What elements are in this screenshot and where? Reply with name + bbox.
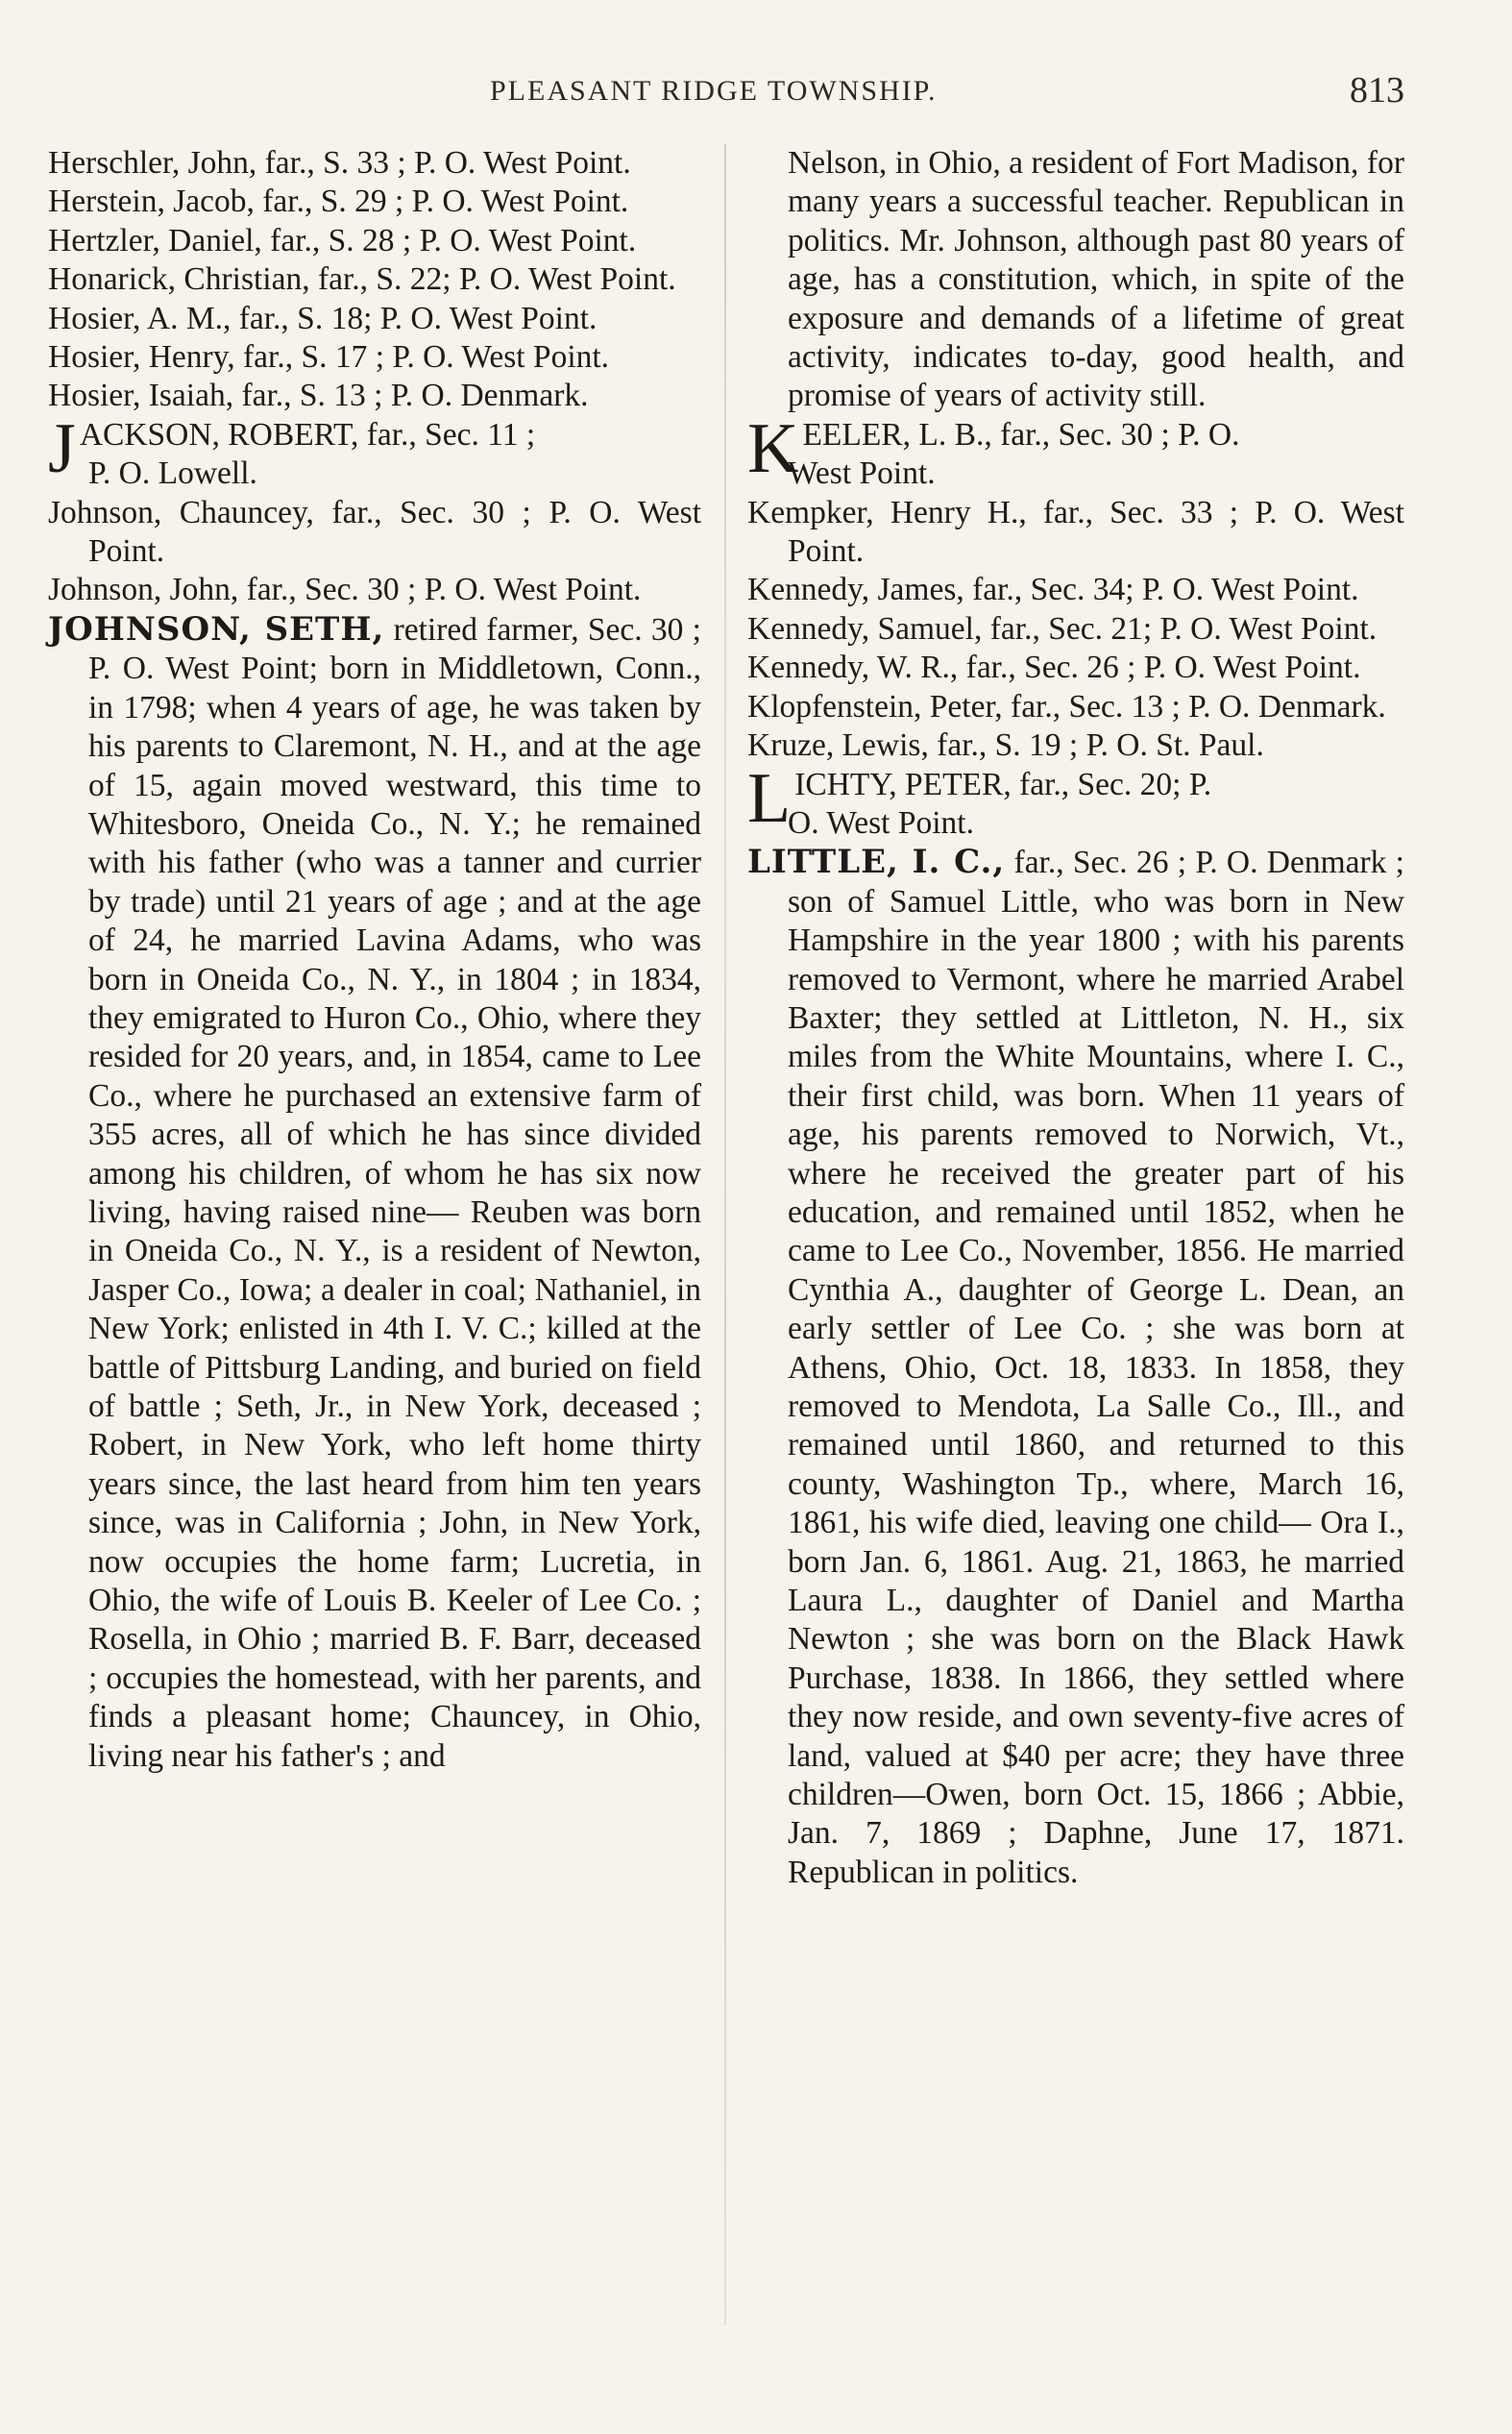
drop-cap-letter: J bbox=[48, 408, 76, 488]
right-column bbox=[747, 144, 1404, 1892]
entry-first-line: EELER, L. B., far., Sec. 30 ; P. O. bbox=[802, 416, 1240, 453]
biography-continuation: Nelson, in Ohio, a resident of Fort Madison, for many years a successful teacher. Republican in politics. Mr. Johnson, although past 80 years of age, has a constitution, which, in spite of the exposure and demands of a lifetime of great activity, indicates to-day, good health, and promise of years of activity still. bbox=[788, 145, 1404, 414]
biography-entry bbox=[747, 843, 1404, 1892]
page-number: 813 bbox=[1350, 70, 1404, 111]
section-entry-l bbox=[747, 758, 1404, 844]
directory-entry: Kennedy, James, far., Sec. 34; P. O. West Point. bbox=[747, 572, 1359, 608]
biography-name: LITTLE, I. C., bbox=[747, 843, 1006, 882]
directory-entry: Johnson, Chauncey, far., Sec. 30 ; P. O. West Point. bbox=[48, 494, 701, 570]
entry-first-line: ICHTY, PETER, far., Sec. 20; P. bbox=[794, 766, 1212, 802]
directory-entry: Hertzler, Daniel, far., S. 28 ; P. O. West Point. bbox=[48, 222, 637, 258]
directory-entry: Klopfenstein, Peter, far., Sec. 13 ; P. O. Denmark. bbox=[747, 688, 1386, 725]
biography-text: retired farmer, Sec. 30 ; P. O. West Point; born in Middletown, Conn., in 1798; when 4 years of age, he was taken by his parents to Claremont, N. H., and at the age of 15, again moved westward, this time to Whitesboro, Oneida Co., N. Y.; he remained with his father (who was a tanner and currier by trade) until 21 years of age ; and at the age of 24, he married Lavina Adams, who was born in Oneida Co., N. Y., in 1804 ; in 1834, they emigrated to Huron Co., Ohio, where they resided for 20 years, and, in 1854, came to Lee Co., where he purchased an extensive farm of 355 acres, all of which he has since divided among his children, of whom he has six now living, having raised nine— Reuben was born in Oneida Co., N. Y., is a resident of Newton, Jasper Co., Iowa; a dealer in coal; Nathaniel, in New York; enlisted in 4th I. V. C.; killed at the battle of Pittsburg Landing, and buried on field of battle ; Seth, Jr., in New York, deceased ; Robert, in New York, who left home thirty years since, the last heard from him ten years since, was in California ; John, in New York, now occupies the home farm; Lucretia, in Ohio, the wife of Louis B. Keeler of Lee Co. ; Rosella, in Ohio ; married B. F. Barr, deceased ; occupies the homestead, with her parents, and finds a pleasant home; Chauncey, in Ohio, living near his father's ; and bbox=[88, 611, 701, 1774]
directory-entry: Honarick, Christian, far., S. 22; P. O. West Point. bbox=[48, 261, 676, 298]
directory-entry: Johnson, John, far., Sec. 30 ; P. O. West Point. bbox=[48, 572, 642, 608]
directory-entry: Kempker, Henry H., far., Sec. 33 ; P. O. West Point. bbox=[747, 494, 1404, 570]
directory-entry: Hosier, Henry, far., S. 17 ; P. O. West Point. bbox=[48, 339, 610, 376]
column-rule bbox=[724, 144, 726, 2325]
directory-entry: Kennedy, Samuel, far., Sec. 21; P. O. West Point. bbox=[747, 610, 1378, 647]
directory-entry: Hosier, Isaiah, far., S. 13 ; P. O. Denmark. bbox=[48, 378, 589, 414]
section-entry-j bbox=[48, 408, 701, 494]
running-title: PLEASANT RIDGE TOWNSHIP. bbox=[490, 75, 938, 107]
section-entry-k bbox=[747, 408, 1404, 494]
biography-name: JOHNSON, SETH, bbox=[48, 609, 385, 649]
entry-continuation: West Point. bbox=[788, 455, 936, 492]
directory-entry: Herschler, John, far., S. 33 ; P. O. West Point. bbox=[48, 145, 631, 181]
entry-continuation: P. O. Lowell. bbox=[88, 455, 257, 492]
drop-cap-letter: K bbox=[747, 408, 799, 488]
drop-cap-letter: L bbox=[747, 758, 792, 838]
entry-continuation: O. West Point. bbox=[788, 804, 974, 841]
biography-text: far., Sec. 26 ; P. O. Denmark ; son of Samuel Little, who was born in New Hampshire in the year 1800 ; with his parents removed to Vermont, where he married Arabel Baxter; they settled at Littleton, N. H., six miles from the White Mountains, where I. C., their first child, was born. When 11 years of age, his parents removed to Norwich, Vt., where he received the greater part of his education, and remained until 1852, when he came to Lee Co., November, 1856. He married Cynthia A., daughter of George L. Dean, an early settler of Lee Co. ; she was born at Athens, Ohio, Oct. 18, 1833. In 1858, they removed to Mendota, La Salle Co., Ill., and remained until 1860, and returned to this county, Washington Tp., where, March 16, 1861, his wife died, leaving one child— Ora I., born Jan. 6, 1861. Aug. 21, 1863, he married Laura L., daughter of Daniel and Martha Newton ; she was born on the Black Hawk Purchase, 1838. In 1866, they settled where they now reside, and own seventy-five acres of land, valued at $40 per acre; they have three children—Owen, born Oct. 15, 1866 ; Abbie, Jan. 7, 1869 ; Daphne, June 17, 1871. Republican in politics. bbox=[788, 845, 1404, 1890]
directory-entry: Hosier, A. M., far., S. 18; P. O. West Point. bbox=[48, 300, 597, 336]
biography-entry bbox=[48, 610, 701, 1776]
entry-first-line: ACKSON, ROBERT, far., Sec. 11 ; bbox=[79, 416, 536, 453]
running-header bbox=[48, 63, 1404, 121]
left-column bbox=[48, 144, 701, 1776]
directory-entry: Kruze, Lewis, far., S. 19 ; P. O. St. Paul. bbox=[747, 727, 1264, 764]
directory-entry: Herstein, Jacob, far., S. 29 ; P. O. West Point. bbox=[48, 184, 629, 220]
directory-entry: Kennedy, W. R., far., Sec. 26 ; P. O. West Point. bbox=[747, 650, 1361, 686]
